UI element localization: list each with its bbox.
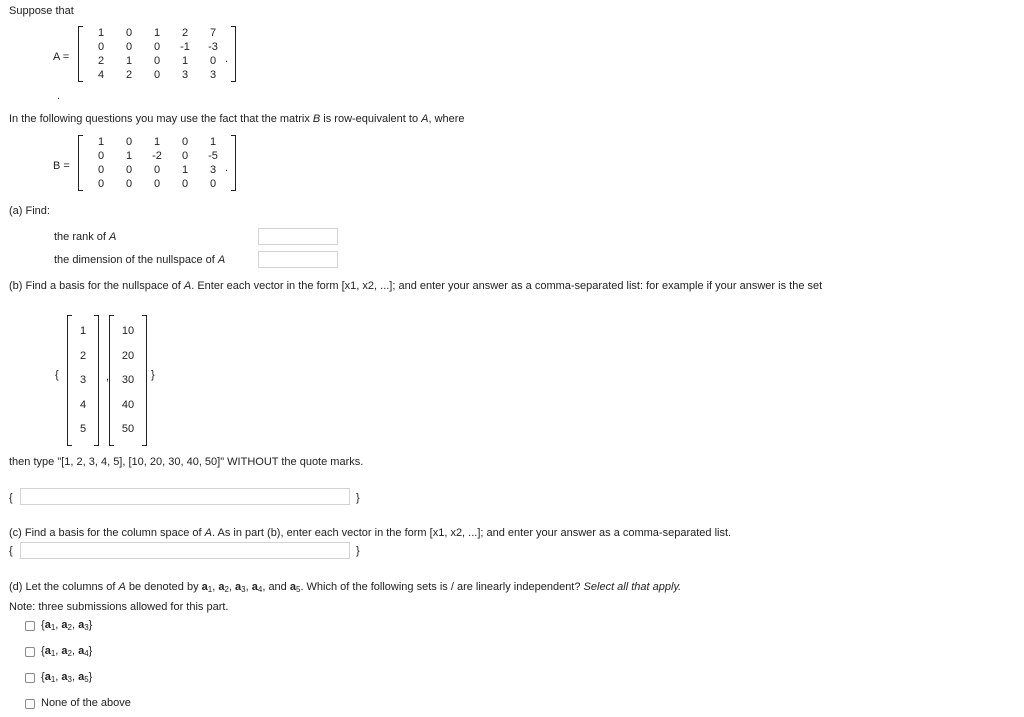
option-3-label[interactable]: {$a_1$, $a_3$, $a_5$}: [41, 671, 93, 684]
rank-label: the rank of A: [54, 231, 117, 243]
matrix-b-row: [87, 177, 227, 191]
example-vector-2-entry: 20: [121, 349, 135, 362]
matrix-a-cell: -3: [208, 41, 218, 53]
example-vector-1: [67, 315, 99, 446]
matrix-a-cell: 4: [97, 69, 105, 81]
matrix-a-row: [87, 54, 227, 68]
example-vector-2-entry: 50: [121, 423, 135, 436]
matrix-a-cell: 2: [181, 27, 189, 39]
part-b-open-brace: {: [9, 492, 13, 504]
matrix-b-period: .: [225, 162, 229, 174]
matrix-b-cell: 0: [181, 178, 189, 190]
example-vector-2-entry: 40: [121, 398, 135, 411]
matrix-a-cell: 0: [153, 55, 161, 67]
nullity-input[interactable]: [258, 251, 338, 268]
matrix-a-table: [87, 26, 227, 82]
part-d-note: Note: three submissions allowed for this part.: [9, 601, 229, 613]
column-space-basis-input[interactable]: [20, 542, 350, 559]
matrix-a: [78, 26, 236, 82]
matrix-b-cell: 1: [97, 136, 105, 148]
matrix-b-cell: 0: [153, 164, 161, 176]
option-1-checkbox[interactable]: [25, 621, 35, 631]
matrix-a-cell: 3: [209, 69, 217, 81]
matrix-b-cell: 0: [181, 136, 189, 148]
option-1-label[interactable]: {$a_1$, $a_2$, $a_3$}: [41, 619, 93, 632]
option-none-checkbox[interactable]: [25, 699, 35, 709]
part-b-prompt: (b) Find a basis for the nullspace of A. Enter each vector in the form [x1, x2, ...]; and enter your answer as a comma-separated list: for example if your answer is the set: [9, 280, 823, 292]
matrix-a-cell: 0: [125, 27, 133, 39]
matrix-b-cell: 0: [97, 178, 105, 190]
matrix-b-cell: 0: [181, 150, 189, 162]
matrix-b-cell: 0: [97, 164, 105, 176]
matrix-a-cell: 0: [153, 69, 161, 81]
matrix-a-cell: 3: [181, 69, 189, 81]
matrix-a-cell: -1: [180, 41, 190, 53]
matrix-b-cell: -5: [208, 150, 218, 162]
nullspace-basis-input[interactable]: [20, 488, 350, 505]
matrix-a-cell: 0: [209, 55, 217, 67]
matrix-b-cell: 3: [209, 164, 217, 176]
part-b-close-brace: }: [356, 492, 360, 504]
matrix-b-row: [87, 135, 227, 149]
rank-input[interactable]: [258, 228, 338, 245]
option-2-label[interactable]: {$a_1$, $a_2$, $a_4$}: [41, 645, 93, 658]
intro-text: Suppose that: [9, 5, 74, 17]
matrix-b: [78, 135, 236, 191]
matrix-b-cell: 0: [153, 178, 161, 190]
example-vector-1-entry: 3: [79, 374, 87, 387]
example-vector-1-entry: 4: [79, 398, 87, 411]
example-open-brace: {: [55, 369, 59, 381]
matrix-a-cell: 1: [97, 27, 105, 39]
matrix-a-cell: 0: [97, 41, 105, 53]
matrix-b-table: [87, 135, 227, 191]
matrix-a-row: [87, 68, 227, 82]
matrix-b-row: [87, 149, 227, 163]
matrix-b-cell: 1: [153, 136, 161, 148]
matrix-a-cell: 1: [125, 55, 133, 67]
matrix-b-label: B =: [53, 160, 70, 172]
matrix-b-cell: 0: [125, 178, 133, 190]
option-none-label[interactable]: None of the above: [41, 697, 131, 709]
matrix-a-cell: 1: [181, 55, 189, 67]
part-c-prompt: (c) Find a basis for the column space of A. As in part (b), enter each vector in the form [x1, x2, ...]; and enter your answer as a comma-separated list.: [9, 527, 732, 539]
nullity-label: the dimension of the nullspace of A: [54, 254, 226, 266]
matrix-b-cell: 0: [209, 178, 217, 190]
example-vector-2-entry: 30: [121, 374, 135, 387]
matrix-b-cell: 0: [125, 136, 133, 148]
stray-dot: .: [57, 90, 61, 102]
matrix-a-row: [87, 40, 227, 54]
example-vector-1-entry: 2: [79, 349, 87, 362]
row-equivalent-text: In the following questions you may use the fact that the matrix B is row-equivalent to A, where: [9, 113, 465, 125]
matrix-a-cell: 0: [153, 41, 161, 53]
part-c-open-brace: {: [9, 545, 13, 557]
matrix-b-cell: 1: [209, 136, 217, 148]
matrix-b-cell: 1: [125, 150, 133, 162]
example-vector-1-entry: 1: [79, 325, 87, 338]
matrix-a-cell: 7: [209, 27, 217, 39]
matrix-b-cell: 0: [125, 164, 133, 176]
option-3-checkbox[interactable]: [25, 673, 35, 683]
option-2-checkbox[interactable]: [25, 647, 35, 657]
example-comma: ,: [106, 371, 110, 383]
example-close-brace: }: [151, 369, 155, 381]
matrix-a-row: [87, 26, 227, 40]
matrix-b-row: [87, 163, 227, 177]
example-vector-2-table: [117, 319, 139, 442]
matrix-a-cell: 0: [125, 41, 133, 53]
matrix-a-cell: 2: [125, 69, 133, 81]
part-c-close-brace: }: [356, 545, 360, 557]
part-b-instruction: then type "[1, 2, 3, 4, 5], [10, 20, 30, 40, 50]" WITHOUT the quote marks.: [9, 456, 364, 468]
matrix-a-label: A =: [53, 51, 70, 63]
example-vector-1-entry: 5: [79, 423, 87, 436]
matrix-a-period: .: [225, 53, 229, 65]
example-vector-1-table: [75, 319, 91, 442]
matrix-b-cell: -2: [152, 150, 162, 162]
matrix-a-cell: 2: [97, 55, 105, 67]
example-vector-2-entry: 10: [121, 325, 135, 338]
matrix-b-cell: 0: [97, 150, 105, 162]
matrix-a-cell: 1: [153, 27, 161, 39]
part-d-prompt: (d) Let the columns of A be denoted by $a_1$, $a_2$, $a_3$, $a_4$, and $a_5$. Which of the following sets is / are linearly independent? Select all that apply.: [9, 581, 682, 594]
matrix-b-cell: 1: [181, 164, 189, 176]
example-vector-2: [109, 315, 147, 446]
part-a-heading: (a) Find:: [9, 205, 50, 217]
